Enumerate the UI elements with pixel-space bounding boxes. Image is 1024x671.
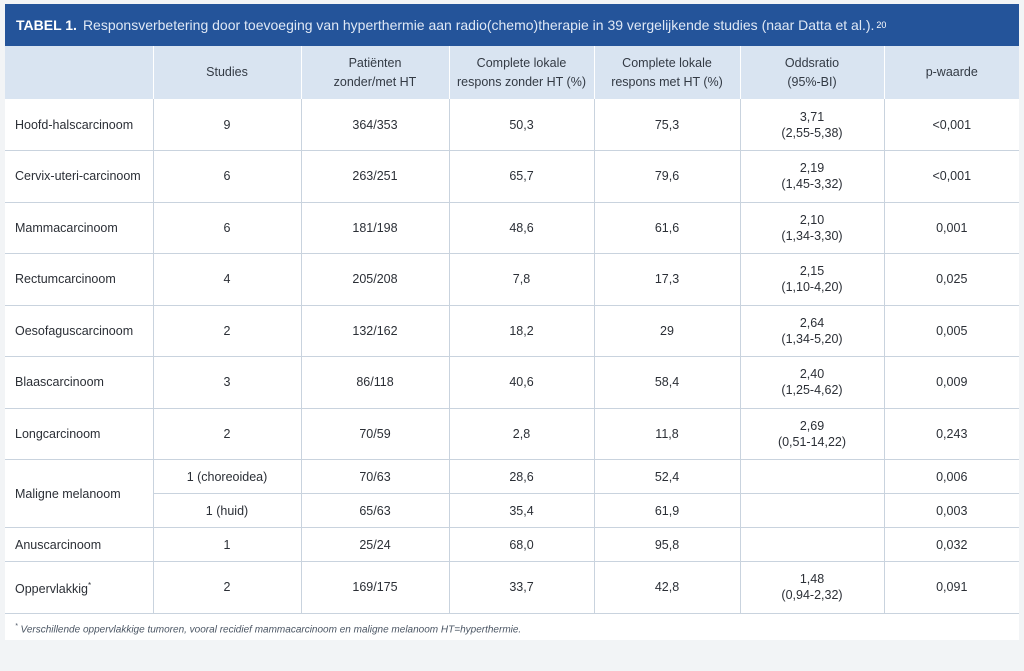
cell-odds-ratio [740, 494, 884, 528]
row-label: Mammacarcinoom [5, 202, 153, 254]
cell-cr-with: 61,6 [594, 202, 740, 254]
cell-studies: 1 (huid) [153, 494, 301, 528]
odds-ratio-ci: (1,25-4,62) [781, 383, 843, 398]
cell-patients: 364/353 [301, 99, 449, 151]
cell-p-value: 0,009 [884, 357, 1019, 409]
cell-studies: 2 [153, 305, 301, 357]
cell-odds-ratio [740, 357, 884, 409]
cell-p-value: 0,001 [884, 202, 1019, 254]
cell-p-value: 0,006 [884, 460, 1019, 494]
cell-cr-with: 58,4 [594, 357, 740, 409]
table-row [5, 562, 1019, 614]
cell-odds-ratio [740, 99, 884, 151]
row-label: Anuscarcinoom [5, 528, 153, 562]
header-cr-without-line1: Complete lokale [476, 55, 567, 70]
response-table [5, 46, 1019, 614]
header-patients [301, 46, 449, 99]
cell-cr-without: 28,6 [449, 460, 594, 494]
cell-patients: 205/208 [301, 254, 449, 306]
cell-cr-without: 7,8 [449, 254, 594, 306]
cell-odds-ratio [740, 562, 884, 614]
cell-cr-with: 29 [594, 305, 740, 357]
cell-studies: 1 (choreoidea) [153, 460, 301, 494]
header-cr-with [594, 46, 740, 99]
cell-patients: 132/162 [301, 305, 449, 357]
cell-cr-with: 17,3 [594, 254, 740, 306]
header-cr-without-line2: respons zonder HT (%) [457, 74, 586, 89]
cell-cr-without: 65,7 [449, 151, 594, 203]
odds-ratio-value: 2,19 [799, 161, 825, 176]
cell-cr-with: 11,8 [594, 408, 740, 460]
cell-cr-without: 18,2 [449, 305, 594, 357]
odds-ratio-value: 2,15 [799, 264, 825, 279]
cell-cr-without: 50,3 [449, 99, 594, 151]
cell-cr-without: 40,6 [449, 357, 594, 409]
odds-ratio-value: 2,10 [799, 212, 825, 227]
odds-ratio-ci: (1,10-4,20) [781, 280, 843, 295]
odds-ratio-ci: (2,55-5,38) [781, 125, 843, 140]
cell-studies: 1 [153, 528, 301, 562]
cell-odds-ratio [740, 408, 884, 460]
odds-ratio-value: 1,48 [799, 572, 825, 587]
header-empty [5, 46, 153, 99]
table-row [5, 494, 1019, 528]
cell-studies: 4 [153, 254, 301, 306]
header-row [5, 46, 1019, 99]
cell-studies: 6 [153, 151, 301, 203]
cell-studies: 2 [153, 562, 301, 614]
table-title-bar [5, 4, 1019, 46]
row-label [5, 562, 153, 614]
cell-p-value: <0,001 [884, 151, 1019, 203]
odds-ratio-ci: (0,94-2,32) [781, 588, 843, 603]
header-odds-ratio [740, 46, 884, 99]
cell-patients: 86/118 [301, 357, 449, 409]
odds-ratio-value: 2,69 [799, 418, 825, 433]
row-label: Cervix-uteri-carcinoom [5, 151, 153, 203]
cell-odds-ratio [740, 151, 884, 203]
cell-cr-without: 35,4 [449, 494, 594, 528]
table-caption: Responsverbetering door toevoeging van hyperthermie aan radio(chemo)therapie in 39 vergelijkende studies (naar Datta et al.). [82, 17, 875, 33]
cell-p-value: 0,025 [884, 254, 1019, 306]
header-or-line1: Oddsratio [784, 55, 840, 70]
table-row [5, 528, 1019, 562]
cell-studies: 6 [153, 202, 301, 254]
cell-patients: 181/198 [301, 202, 449, 254]
cell-odds-ratio [740, 254, 884, 306]
odds-ratio-ci: (0,51-14,22) [777, 434, 847, 449]
row-label: Rectumcarcinoom [5, 254, 153, 306]
cell-patients: 263/251 [301, 151, 449, 203]
cell-odds-ratio [740, 528, 884, 562]
table-reference: 20 [876, 20, 887, 30]
table-row [5, 99, 1019, 151]
odds-ratio-value: 3,71 [799, 109, 825, 124]
row-label-text: Oppervlakkig [15, 581, 88, 596]
cell-odds-ratio [740, 305, 884, 357]
cell-cr-without: 33,7 [449, 562, 594, 614]
cell-cr-with: 95,8 [594, 528, 740, 562]
cell-p-value: 0,005 [884, 305, 1019, 357]
row-label: Blaascarcinoom [5, 357, 153, 409]
footnote-mark: * [15, 622, 18, 630]
cell-cr-with: 75,3 [594, 99, 740, 151]
cell-p-value: 0,032 [884, 528, 1019, 562]
table-card [5, 4, 1019, 640]
table-label: TABEL 1. [16, 17, 77, 33]
odds-ratio-value: 2,40 [799, 367, 825, 382]
cell-cr-with: 42,8 [594, 562, 740, 614]
header-or-line2: (95%-BI) [787, 74, 837, 89]
header-cr-without [449, 46, 594, 99]
header-cr-with-line1: Complete lokale [622, 55, 712, 70]
cell-odds-ratio [740, 460, 884, 494]
cell-cr-without: 2,8 [449, 408, 594, 460]
row-label: Longcarcinoom [5, 408, 153, 460]
table-row [5, 460, 1019, 494]
table-footnote [5, 614, 1019, 635]
footnote-marker: * [87, 580, 92, 590]
cell-p-value: 0,243 [884, 408, 1019, 460]
table-row [5, 254, 1019, 306]
header-patients-line1: Patiënten [348, 55, 402, 70]
table-row [5, 151, 1019, 203]
cell-studies: 2 [153, 408, 301, 460]
cell-cr-with: 52,4 [594, 460, 740, 494]
footnote-text: Verschillende oppervlakkige tumoren, vooral recidief mammacarcinoom en maligne melanoom HT=hyperthermie. [20, 623, 522, 635]
cell-cr-with: 79,6 [594, 151, 740, 203]
cell-cr-with: 61,9 [594, 494, 740, 528]
odds-ratio-ci: (1,34-3,30) [781, 228, 843, 243]
cell-patients: 169/175 [301, 562, 449, 614]
cell-cr-without: 48,6 [449, 202, 594, 254]
header-patients-line2: zonder/met HT [333, 74, 417, 89]
cell-odds-ratio [740, 202, 884, 254]
cell-patients: 70/63 [301, 460, 449, 494]
row-label: Maligne melanoom [5, 460, 153, 528]
cell-cr-without: 68,0 [449, 528, 594, 562]
table-row [5, 305, 1019, 357]
odds-ratio-ci: (1,34-5,20) [781, 331, 843, 346]
table-row [5, 408, 1019, 460]
cell-p-value: 0,091 [884, 562, 1019, 614]
row-label: Oesofaguscarcinoom [5, 305, 153, 357]
cell-patients: 65/63 [301, 494, 449, 528]
cell-p-value: <0,001 [884, 99, 1019, 151]
header-studies: Studies [153, 46, 301, 99]
odds-ratio-ci: (1,45-3,32) [781, 177, 843, 192]
cell-studies: 3 [153, 357, 301, 409]
table-row [5, 357, 1019, 409]
odds-ratio-value: 2,64 [799, 315, 825, 330]
header-cr-with-line2: respons met HT (%) [611, 74, 723, 89]
table-row [5, 202, 1019, 254]
cell-patients: 25/24 [301, 528, 449, 562]
cell-patients: 70/59 [301, 408, 449, 460]
row-label: Hoofd-halscarcinoom [5, 99, 153, 151]
header-p-value: p-waarde [925, 65, 978, 79]
cell-p-value: 0,003 [884, 494, 1019, 528]
cell-studies: 9 [153, 99, 301, 151]
